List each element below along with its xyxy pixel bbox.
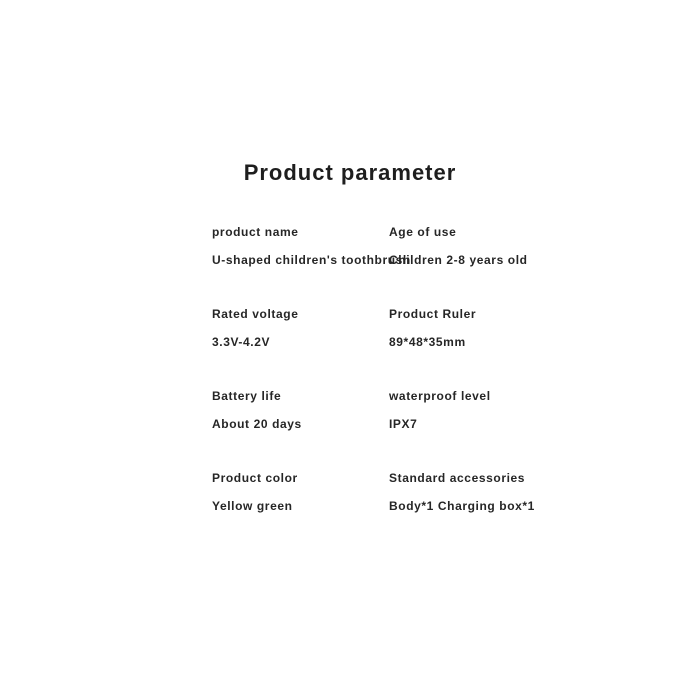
param-value: Yellow green bbox=[212, 499, 293, 513]
param-battery-life bbox=[212, 388, 389, 432]
param-age-of-use bbox=[389, 224, 689, 268]
param-rated-voltage bbox=[212, 306, 389, 350]
parameter-grid bbox=[212, 224, 689, 514]
param-value: 89*48*35mm bbox=[389, 335, 466, 349]
page-title: Product parameter bbox=[243, 160, 457, 185]
param-value: IPX7 bbox=[389, 417, 418, 431]
param-label: Standard accessories bbox=[389, 471, 526, 485]
param-label: Product Ruler bbox=[389, 307, 477, 321]
param-product-ruler bbox=[389, 306, 689, 350]
param-product-name bbox=[212, 224, 411, 268]
param-label: product name bbox=[212, 225, 299, 239]
param-label: Product color bbox=[212, 471, 298, 485]
param-value: Children 2-8 years old bbox=[389, 253, 528, 267]
param-value: Body*1 Charging box*1 bbox=[389, 499, 535, 513]
param-waterproof-level bbox=[389, 388, 689, 432]
param-product-color bbox=[212, 470, 389, 514]
param-value: U-shaped children's toothbrush bbox=[212, 253, 411, 267]
param-label: Age of use bbox=[389, 225, 457, 239]
param-value: About 20 days bbox=[212, 417, 302, 431]
param-label: Battery life bbox=[212, 389, 282, 403]
param-standard-accessories bbox=[389, 470, 689, 514]
param-label: Rated voltage bbox=[212, 307, 299, 321]
param-value: 3.3V-4.2V bbox=[212, 335, 271, 349]
param-label: waterproof level bbox=[389, 389, 491, 403]
